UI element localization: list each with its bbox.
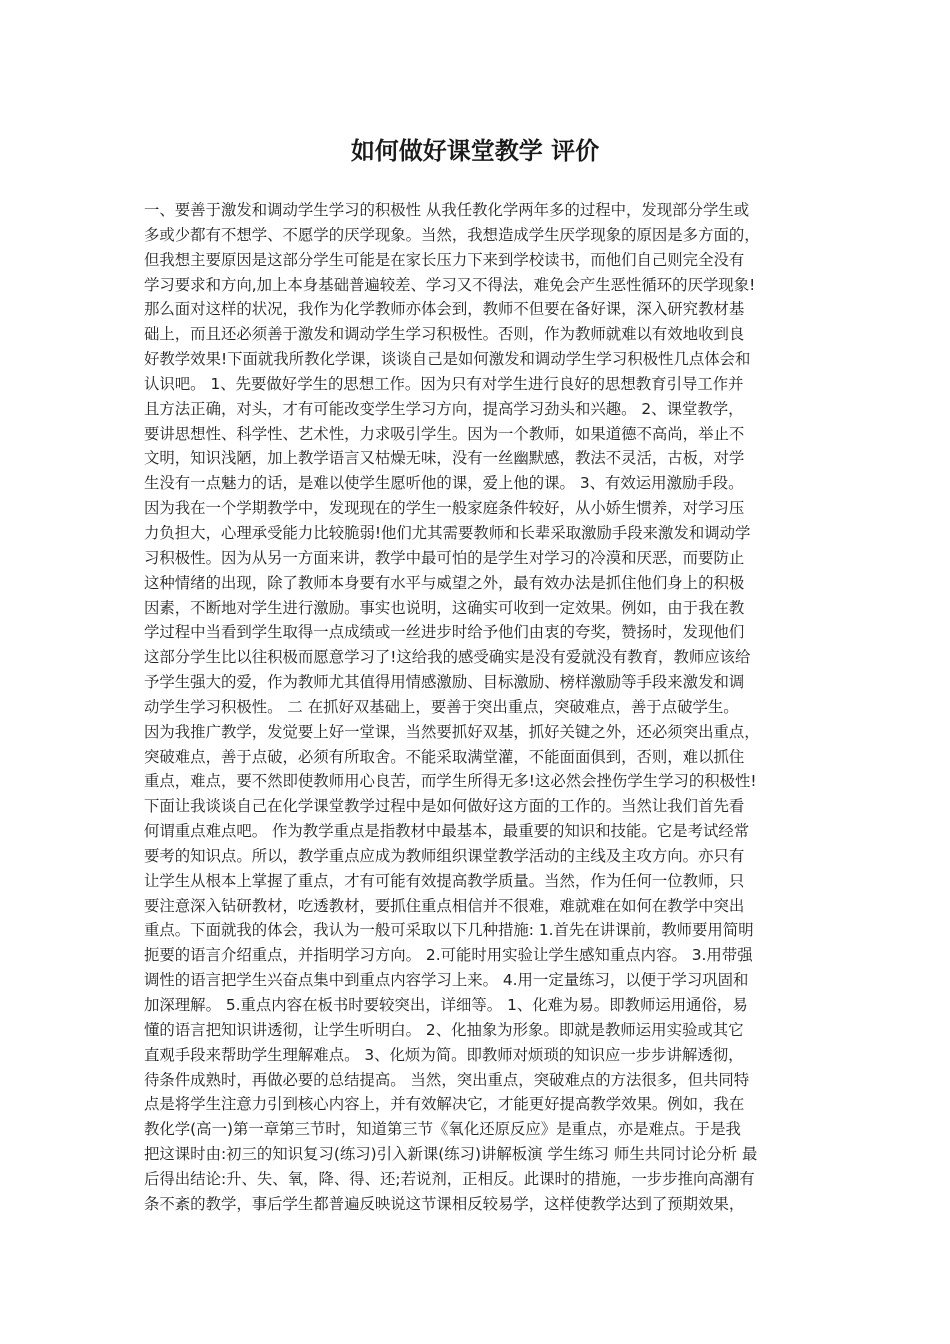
body-text-line: 这部分学生比以往积极而愿意学习了!这给我的感受确实是没有爱就没有教育，教师应该给 — [144, 648, 751, 667]
body-text-line: 突破难点，善于点破，必须有所取舍。不能采取满堂灌，不能面面俱到，否则，难以抓住 — [144, 747, 745, 766]
body-text-line: 多或少都有不想学、不愿学的厌学现象。当然，我想造成学生厌学现象的原因是多方面的， — [144, 225, 760, 244]
document-title: 如何做好课堂教学 评价 — [350, 137, 600, 165]
body-text-line: 教化学(高一)第一章第三节时，知道第三节《氧化还原反应》是重点，亦是难点。于是我 — [144, 1120, 741, 1139]
body-text-line: 调性的语言把学生兴奋点集中到重点内容学习上来。 4.用一定量练习，以便于学习巩固和 — [144, 971, 749, 990]
document-body — [144, 198, 814, 1217]
body-text-line: 要注意深入钻研教材，吃透教材，要抓住重点相信并不很难，难就难在如何在教学中突出 — [144, 896, 745, 915]
body-text-line: 要考的知识点。所以，教学重点应成为教师组织课堂教学活动的主线及主攻方向。亦只有 — [144, 846, 745, 865]
body-text-line: 好教学效果!下面就我所教化学课，谈谈自己是如何激发和调动学生学习积极性几点体会和 — [144, 350, 751, 369]
body-text-line: 这种情绪的出现，除了教师本身要有水平与威望之外，最有效办法是抓住他们身上的积极 — [144, 573, 745, 592]
body-text-line: 动学生学习积极性。 二 在抓好双基础上，要善于突出重点，突破难点，善于点破学生。 — [144, 697, 739, 716]
body-text-line: 懂的语言把知识讲透彻，让学生听明白。 2、化抽象为形象。即就是教师运用实验或其它 — [144, 1020, 744, 1039]
body-text-line: 直观手段来帮助学生理解难点。 3、化烦为简。即教师对烦琐的知识应一步步讲解透彻， — [144, 1045, 744, 1064]
body-text-line: 因为我推广教学，发觉要上好一堂课，当然要抓好双基，抓好关键之外，还必须突出重点， — [144, 722, 760, 741]
body-text-line: 且方法正确，对头，才有可能改变学生学习方向，提高学习劲头和兴趣。 2、课堂教学， — [144, 399, 744, 418]
body-text-line: 要讲思想性、科学性、艺术性，力求吸引学生。因为一个教师，如果道德不高尚，举止不 — [144, 424, 745, 443]
body-text-line: 文明，知识浅陋，加上教学语言又枯燥无味，没有一丝幽默感，教法不灵活，古板，对学 — [144, 449, 745, 468]
body-text-line: 让学生从根本上掌握了重点，才有可能有效提高教学质量。当然，作为任何一位教师，只 — [144, 871, 745, 890]
body-text-line: 重点。下面就我的体会，我认为一般可采取以下几种措施: 1.首先在讲课前，教师要用简明 — [144, 921, 754, 940]
body-text-line: 把这课时由:初三的知识复习(练习)引入新课(练习)讲解板演 学生练习 师生共同讨论分析 最 — [144, 1145, 758, 1164]
body-text-line: 生没有一点魅力的话，是难以使学生愿听他的课，爱上他的课。 3、有效运用激励手段。 — [144, 474, 744, 493]
body-text-line: 认识吧。 1、先要做好学生的思想工作。因为只有对学生进行良好的思想教育引导工作并 — [144, 374, 744, 393]
body-text-line: 加深理解。 5.重点内容在板书时要较突出，详细等。 1、化难为易。即教师运用通俗，易 — [144, 996, 748, 1014]
body-text-line: 下面让我谈谈自己在化学课堂教学过程中是如何做好这方面的工作的。当然让我们首先看 — [144, 797, 745, 816]
body-text-line: 扼要的语言介绍重点，并指明学习方向。 2.可能时用实验让学生感知重点内容。 3.用带强 — [144, 946, 753, 965]
body-text-line: 条不紊的教学，事后学生都普遍反映说这节课相反较易学，这样使教学达到了预期效果， — [144, 1194, 745, 1213]
body-text-line: 重点，难点，要不然即使教师用心良苦，而学生所得无多!这必然会挫伤学生学习的积极性! — [144, 772, 757, 791]
body-text-line: 础上，而且还必须善于激发和调动学生学习积极性。否则，作为教师就难以有效地收到良 — [144, 325, 745, 344]
body-text-line: 那么面对这样的状况，我作为化学教师亦体会到，教师不但要在备好课，深入研究教材基 — [144, 300, 745, 319]
body-text-line: 习积极性。因为从另一方面来讲，教学中最可怕的是学生对学习的冷漠和厌恶，而要防止 — [144, 548, 745, 567]
body-text-line: 一、要善于激发和调动学生学习的积极性 从我任教化学两年多的过程中，发现部分学生或 — [144, 201, 750, 219]
body-text-line: 点是将学生注意力引到核心内容上，并有效解决它，才能更好提高教学效果。例如，我在 — [144, 1095, 745, 1114]
body-text-line: 学习要求和方向,加上本身基础普遍较差、学习又不得法，难免会产生恶性循环的厌学现象! — [144, 275, 756, 294]
body-text-line: 予学生强大的爱，作为教师尤其值得用情感激励、目标激励、榜样激励等手段来激发和调 — [144, 673, 745, 692]
body-text-line: 学过程中当看到学生取得一点成绩或一丝进步时给予他们由衷的夸奖，赞扬时，发现他们 — [144, 623, 745, 642]
body-text-line: 因为我在一个学期教学中，发现现在的学生一般家庭条件较好，从小娇生惯养，对学习压 — [144, 499, 745, 518]
body-text-line: 后得出结论:升、失、氧，降、得、还;若说剂，正相反。此课时的措施，一步步推向高潮有 — [144, 1169, 755, 1188]
body-text-line: 何谓重点难点吧。 作为教学重点是指教材中最基本，最重要的知识和技能。它是考试经常 — [144, 822, 750, 841]
body-text-line: 力负担大，心理承受能力比较脆弱!他们尤其需要教师和长辈采取激励手段来激发和调动学 — [144, 523, 751, 542]
body-text-line: 但我想主要原因是这部分学生可能是在家长压力下来到学校读书，而他们自己则完全没有 — [144, 250, 745, 269]
body-text-line: 因素，不断地对学生进行激励。事实也说明，这确实可收到一定效果。例如，由于我在教 — [144, 598, 745, 617]
body-text-line: 待条件成熟时，再做必要的总结提高。 当然，突出重点，突破难点的方法很多，但共同特 — [144, 1070, 750, 1089]
